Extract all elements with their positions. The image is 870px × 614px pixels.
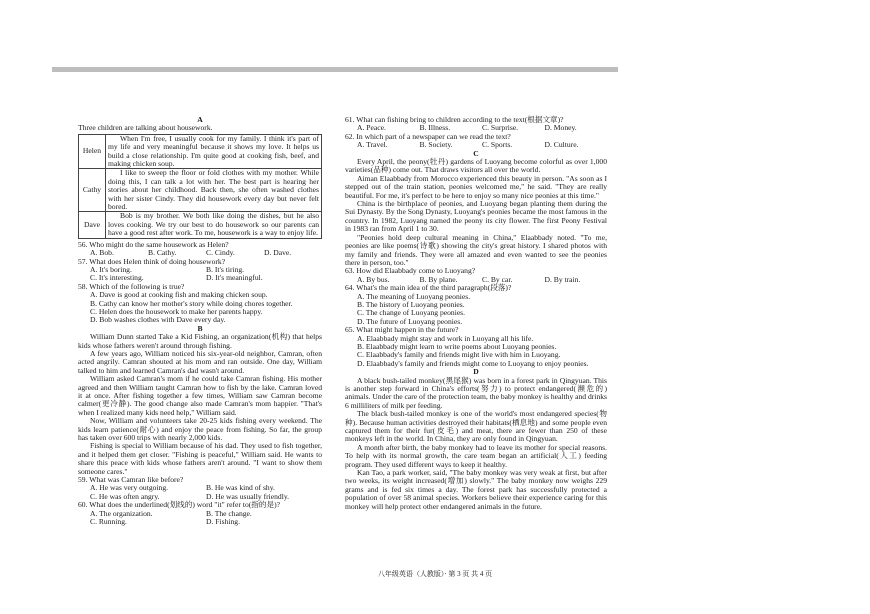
section-a-intro: Three children are talking about housework. (78, 123, 213, 133)
option: D. Elaabbady's family and friends might come to Luoyang to enjoy peonies. (357, 358, 589, 368)
paragraph: William asked Camran's mom if he could take Camran fishing. His mother agreed and then William taught Camran how to fish by the lake. Camran loved it at once. After fishing together a few times, William saw Camran become calmer(更冷静). The good change also made Camran's mom happier. "That's when I realized many kids need help," William said. (78, 374, 322, 417)
question-stem: 58. Which of the following is true? (78, 281, 185, 291)
option: B. The history of Luoyang peonies. (357, 299, 465, 309)
table-row (79, 134, 322, 169)
paragraph: A month after birth, the baby monkey had to leave its mother for special reasons. To help with its normal growth, the care team began an artificial(人工) feeding program. They used different ways to keep it healthy. (345, 442, 607, 469)
option: C. Surprise. (482, 123, 519, 133)
option: C. The change of Luoyang peonies. (357, 308, 466, 318)
row-text: I like to sweep the floor or fold clothes with my mother. While doing this, I can talk a lot with her. The best part is hearing her stories about her childhood. Back then, she often washed clothes with her sister Cindy. They did housework every day but never felt bored. (106, 169, 322, 212)
paragraph: Aiman Elaabbady from Morocco experienced this beauty in person. "As soon as I stepped out of the train station, peonies welcomed me," he said. "They are really beautiful. For me, it's perfect to be here to enjoy so many nice peonies at this time." (345, 173, 607, 200)
option: C. It's interesting. (90, 273, 144, 283)
housework-table (78, 134, 322, 239)
option: B. Cathy can know her mother's story while doing chores together. (90, 298, 293, 308)
option: D. Culture. (544, 140, 579, 150)
paragraph: A black bush-tailed monkey(黑尾猴) was born in a forest park in Qingyuan. This is another step forward in China's efforts(努力) to protect endangered(濒危的) animals. Under the care of the protection team, the baby monkey is healthy and drinks 6 milliliters of milk per feeding. (345, 375, 607, 410)
question-stem: 57. What does Helen think of doing housework? (78, 256, 226, 266)
option: A. Bob. (90, 248, 114, 258)
option: B. It's tiring. (206, 264, 245, 274)
paragraph: China is the birthplace of peonies, and Luoyang began planting them during the Sui Dynasty. By the Song Dynasty, Luoyang's peonies became the most famous in the country. In 1982, Luoyang named the peony its city flower. The first Peony Festival in 1983 ran from April 1 to 30. (345, 199, 607, 234)
question-stem: 63. How did Elaabbady come to Luoyang? (345, 266, 476, 276)
option: C. By car. (482, 274, 513, 284)
paragraph: Every April, the peony(牡丹) gardens of Luoyang become colorful as over 1,000 varieties(品种) come out. That draws visitors all over the world. (345, 157, 607, 175)
question-options (78, 518, 322, 526)
option: B. By plane. (419, 274, 458, 284)
option: A. It's boring. (90, 264, 132, 274)
option: A. He was very outgoing. (90, 483, 169, 493)
option: A. Peace. (357, 123, 386, 133)
option: B. Society. (419, 140, 453, 150)
question-stem: 59. What was Camran like before? (78, 475, 184, 485)
option: C. Helen does the housework to make her parents happy. (90, 306, 263, 316)
option: D. It's meaningful. (206, 273, 263, 283)
option: A. Travel. (357, 140, 388, 150)
scan-top-bar (52, 67, 618, 72)
question-stem: 62. In which part of a newspaper can we read the text? (345, 131, 511, 141)
section-b-heading: B (197, 323, 203, 333)
row-text: Bob is my brother. We both like doing the dishes, but he also loves cooking. We try our best to do housework so our parents can have a good rest after work. To me, housework is a way to enjoy life. (106, 212, 322, 238)
paragraph: Now, William and volunteers take 20-25 kids fishing every weekend. The kids learn patience(耐心) and enjoy the peace from fishing. So far, the group has taken over 600 trips with nearly 2,000 kids. (78, 416, 322, 443)
option: D. Money. (544, 123, 577, 133)
right-column (345, 116, 607, 511)
paragraph: Fishing is special to William because of his dad. They used to fish together, and it helped them get closer. "Fishing is peaceful," William said. He wants to share this peace with kids whose fathers aren't around. "I want to show them someone cares." (78, 441, 322, 476)
row-name: Cathy (79, 169, 106, 212)
table-row (79, 212, 322, 238)
page-footer: 八年级英语（人教版）· 第 3 页 共 4 页 (377, 570, 493, 578)
question-stem: 64. What's the main idea of the third paragraph(段落)? (345, 283, 512, 293)
paragraph: William Dunn started Take a Kid Fishing, an organization(机构) that helps kids whose fathers weren't around through fishing. (78, 332, 322, 350)
option: B. Cathy. (148, 248, 177, 258)
option: D. Dave. (264, 248, 292, 258)
paragraph: Kan Tao, a park worker, said, "The baby monkey was very weak at first, but after two weeks, its weight increased(增加) slowly." The baby monkey now weighs 229 grams and is fed six times a day. The forest park has successfully protected a population of over 58 animal species. Workers believe their experience caring for this monkey will help protect other endangered animals in the future. (345, 468, 607, 511)
option: C. He was often angry. (90, 491, 160, 501)
option: D. He was usually friendly. (206, 491, 290, 501)
option: A. The meaning of Luoyang peonies. (357, 291, 471, 301)
question-stem: 56. Who might do the same housework as Helen? (78, 239, 229, 249)
option: C. Sports. (482, 140, 513, 150)
paragraph: A few years ago, William noticed his six-year-old neighbor, Camran, often acted angrily. Camran shouted at his mom and ran outside. One day, William talked to him and learned Camran's dad wasn't around. (78, 348, 322, 375)
paragraph: The black bush-tailed monkey is one of the world's most endangered species(物种). Because human activities destroyed their habitats(栖息地) and some people even captured them for their fur(皮毛) and meat, there are fewer than 250 of these monkeys left in the world. In China, they are only found in Qingyuan. (345, 409, 607, 444)
question-stem: 65. What might happen in the future? (345, 325, 459, 335)
option: D. Fishing. (206, 517, 240, 527)
section-c-heading: C (473, 148, 479, 158)
option: B. Elaabbady might learn to write poems about Luoyang peonies. (357, 341, 557, 351)
option: B. The change. (206, 508, 252, 518)
option: A. Dave is good at cooking fish and making chicken soup. (90, 290, 268, 300)
option: D. By train. (544, 274, 581, 284)
option: A. By bus. (357, 274, 390, 284)
option: D. The future of Luoyang peonies. (357, 316, 463, 326)
left-column (78, 116, 322, 527)
row-name: Helen (79, 134, 106, 169)
question-stem: 61. What can fishing bring to children according to the text(根据文章)? (345, 115, 564, 124)
section-a-heading: A (197, 115, 203, 124)
option: B. Illness. (419, 123, 451, 133)
option: C. Cindy. (206, 248, 235, 258)
option: A. Elaabbady might stay and work in Luoyang all his life. (357, 333, 534, 343)
paragraph: "Peonies hold deep cultural meaning in China," Elaabbady noted. "To me, peonies are like poems(诗歌) showing the city's great history. I shared photos with my family and friends. They were all amazed and even wanted to see the peonies there in person, too." (345, 232, 607, 267)
option: D. Bob washes clothes with Dave every day. (90, 315, 226, 325)
table-row (79, 169, 322, 212)
option: A. The organization. (90, 508, 153, 518)
question-stem: 60. What does the underlined(划线的) word "it" refer to(指的是)? (78, 500, 280, 510)
option: C. Elaabbady's family and friends might live with him in Luoyang. (357, 350, 561, 360)
option: C. Running. (90, 517, 127, 527)
section-d-heading: D (473, 367, 479, 377)
row-name: Dave (79, 212, 106, 238)
option: B. He was kind of shy. (206, 483, 275, 493)
row-text: When I'm free, I usually cook for my family. I think it's part of my life and very meaningful because it shows my love. It helps us build a close relationship. I'm quite good at cooking fish, beef, and making chicken soup. (106, 134, 322, 169)
